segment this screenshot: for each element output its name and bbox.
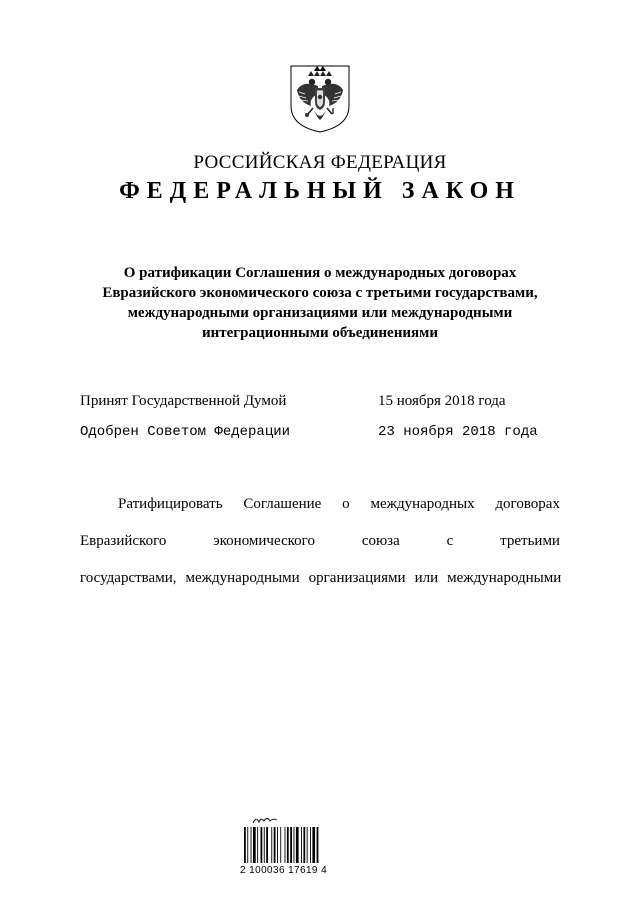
body-word: Евразийского [80, 533, 167, 549]
barcode-bar [266, 827, 268, 863]
barcode-bar [280, 827, 281, 863]
body-word: союза [361, 533, 400, 549]
barcode-bar [310, 827, 311, 863]
body-word: Соглашение [243, 496, 322, 512]
coat-of-arms-icon [287, 62, 353, 134]
council-approval-date: 23 ноября 2018 года [378, 424, 538, 440]
body-word: международными [185, 570, 300, 586]
title-line: интеграционными объединениями [202, 325, 438, 341]
barcode-icon [244, 827, 328, 863]
law-title [80, 263, 560, 343]
body-word: экономического [213, 533, 315, 549]
barcode-bar [261, 827, 263, 863]
body-word: Ратифицировать [118, 496, 223, 512]
body-text-line [80, 496, 560, 513]
barcode-bar [274, 827, 276, 863]
country-name: РОССИЙСКАЯ ФЕДЕРАЦИЯ [193, 152, 447, 173]
signature-mark-icon [252, 815, 278, 827]
title-line: Евразийского экономического союза с третьими государствами, [102, 285, 538, 301]
barcode-bar [317, 827, 319, 863]
barcode-bar [277, 827, 278, 863]
body-text-line [80, 570, 560, 587]
barcode-bar [257, 827, 258, 863]
barcode-bar [307, 827, 308, 863]
duma-adoption-date: 15 ноября 2018 года [378, 393, 506, 409]
barcode-bar [251, 827, 252, 863]
body-word: государствами, [80, 570, 177, 586]
barcode-number: 2 100036 17619 4 [240, 865, 328, 876]
barcode-bar [287, 827, 289, 863]
body-word: о [342, 496, 350, 512]
barcode-bar [285, 827, 286, 863]
barcode-bar [271, 827, 272, 863]
barcode-bar [296, 827, 299, 863]
title-line: О ратификации Соглашения о международных договорах [123, 265, 517, 281]
barcode-bar [290, 827, 292, 863]
barcode-bar [264, 827, 265, 863]
body-word: организациями [308, 570, 406, 586]
title-line: международными организациями или международными [127, 305, 513, 321]
body-word: договорах [495, 496, 560, 512]
body-word: или [414, 570, 439, 586]
barcode-bar [312, 827, 315, 863]
duma-adoption-label: Принят Государственной Думой [80, 393, 287, 409]
body-word: с [446, 533, 454, 549]
barcode-bar [303, 827, 305, 863]
body-word: международными [447, 570, 562, 586]
barcode-bar [247, 827, 248, 863]
body-word: третьими [500, 533, 560, 549]
barcode-bar [294, 827, 295, 863]
document-type-heading: ФЕДЕРАЛЬНЫЙ ЗАКОН [119, 178, 521, 204]
council-approval-label: Одобрен Советом Федерации [80, 424, 291, 440]
body-word: международных [370, 496, 475, 512]
body-text-line [80, 533, 560, 550]
barcode-bar [301, 827, 302, 863]
barcode-bar [244, 827, 246, 863]
barcode-bar [253, 827, 256, 863]
